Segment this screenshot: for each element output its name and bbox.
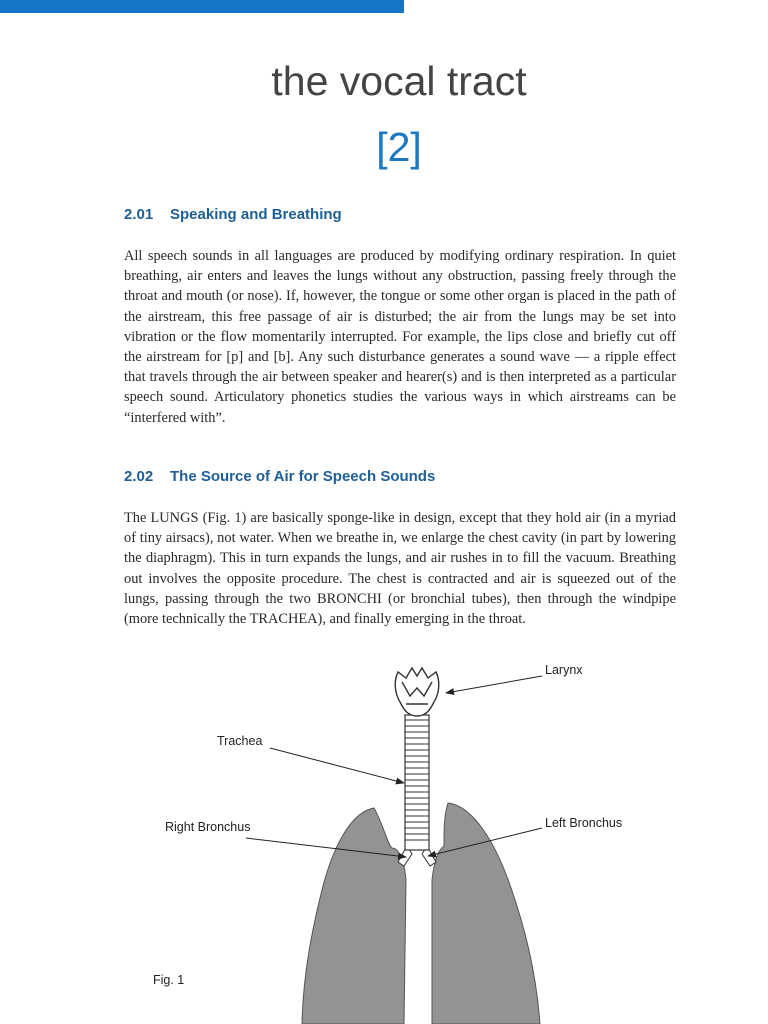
right-lung xyxy=(302,808,406,1024)
larynx-pointer xyxy=(446,676,542,693)
chapter-title: the vocal tract xyxy=(271,58,527,104)
larynx-shape xyxy=(395,668,439,716)
section-title: Speaking and Breathing xyxy=(170,206,342,223)
section-heading-2-02 xyxy=(124,468,435,485)
left-lung xyxy=(432,803,540,1024)
section-number: 2.01 xyxy=(124,206,154,223)
accent-bar xyxy=(0,0,404,13)
figure-caption: Fig. 1 xyxy=(153,973,185,987)
section-title: The Source of Air for Speech Sounds xyxy=(170,468,436,485)
lungs-diagram xyxy=(0,650,768,1024)
section-number: 2.02 xyxy=(124,468,154,485)
larynx-label: Larynx xyxy=(545,663,583,677)
trachea-label: Trachea xyxy=(217,734,263,748)
section-body-2-02: The LUNGS (Fig. 1) are basically sponge-like in design, except that they hold air (in a myriad of tiny airsacs), not water. When we breathe in, we enlarge the chest cavity (in part by lowering the diaphragm). This in turn expands the lungs, and air rushes in to fill the vacuum. Breathing out involves the opposite procedure. The chest is contracted and air is squeezed out of the lungs, passing through the two BRONCHI (or bronchial tubes), then through the windpipe (more technically the TRACHEA), and finally emerging in the throat. xyxy=(124,510,676,628)
section-heading-2-01 xyxy=(124,206,342,223)
right-bronchus-label: Right Bronchus xyxy=(165,820,251,834)
trachea-rings xyxy=(405,720,429,840)
left-bronchus-label: Left Bronchus xyxy=(545,816,623,830)
chapter-number: [2] xyxy=(376,124,422,170)
trachea-tube xyxy=(405,715,429,850)
section-body-2-01: All speech sounds in all languages are produced by modifying ordinary respiration. In quiet breathing, air enters and leaves the lungs without any obstruction, passing freely through the throat and mouth (or nose). If, however, the tongue or some other organ is placed in the path of the airstream, this free passage of air is disturbed; the air from the lungs may be set into vibration or the flow momentarily interrupted. For example, the lips close and briefly cut off the airstream for [p] and [b]. Any such disturbance generates a sound wave — a ripple effect that travels through the air between speaker and hearer(s) and is then interpreted as a particular speech sound. Articulatory phonetics studies the various ways in which airstreams can be “interfered with”. xyxy=(124,248,676,426)
trachea-pointer xyxy=(270,748,404,783)
